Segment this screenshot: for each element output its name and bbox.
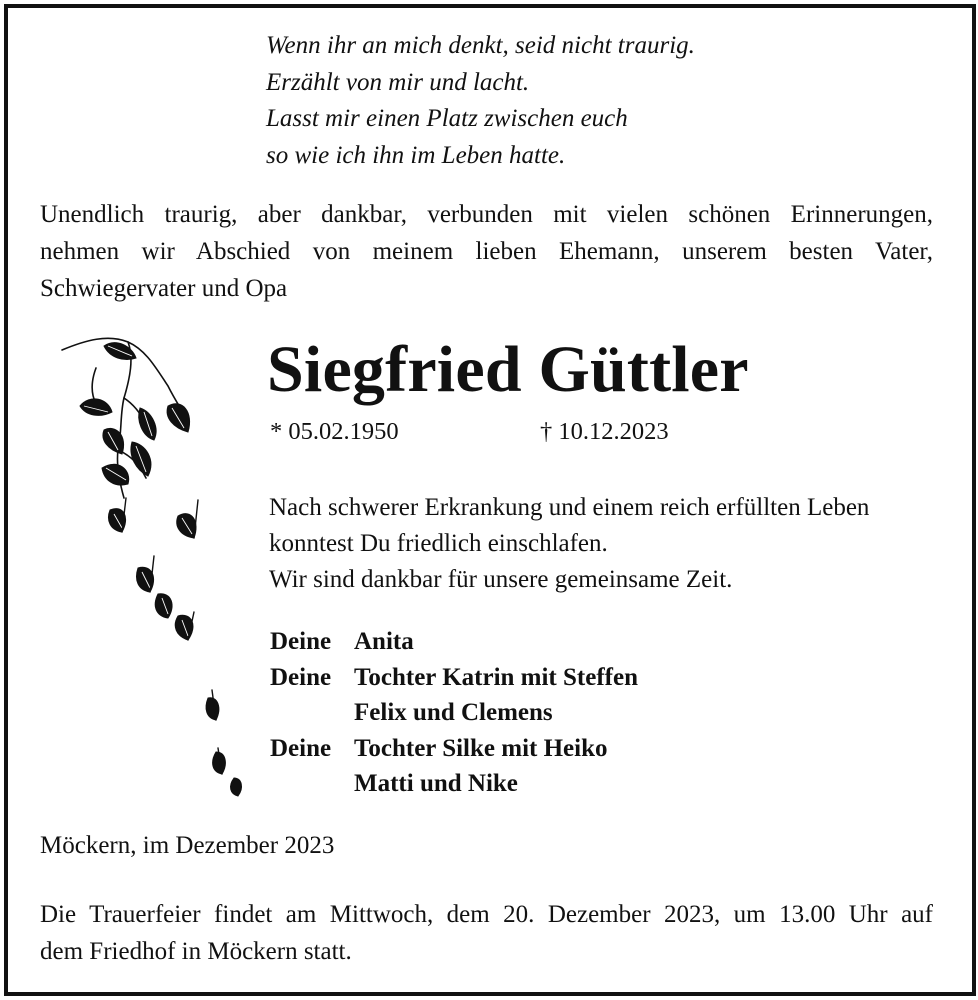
death-date: † 10.12.2023 <box>540 418 669 445</box>
family-prefix: Deine <box>270 734 332 762</box>
family-row <box>270 731 638 767</box>
ceremony-line: Die Trauerfeier findet am Mittwoch, dem 20. Dezember 2023, um 13.00 Uhr auf <box>40 901 933 928</box>
family-names: Matti und Nike <box>354 770 518 797</box>
place-date: Möckern, im Dezember 2023 <box>40 832 335 859</box>
intro-text <box>40 196 933 307</box>
family-prefix <box>270 766 354 802</box>
poem-line: Erzählt von mir und lacht. <box>266 68 530 96</box>
family-prefix <box>270 695 354 731</box>
deceased-name: Siegfried Güttler <box>267 333 749 406</box>
family-names: Tochter Silke mit Heiko <box>354 734 608 762</box>
family-prefix: Deine <box>270 628 332 655</box>
poem-line: so wie ich ihn im Leben hatte. <box>266 141 566 169</box>
intro-line: Unendlich traurig, aber dankbar, verbunden mit vielen schönen Erinnerungen, <box>40 201 933 228</box>
birth-date: * 05.02.1950 <box>270 418 399 445</box>
poem <box>266 28 695 174</box>
family-names: Anita <box>354 628 414 655</box>
message-line: konntest Du friedlich einschlafen. <box>269 530 608 557</box>
family-row <box>270 695 638 731</box>
poem-line: Wenn ihr an mich denkt, seid nicht traurig. <box>266 32 695 59</box>
family-prefix: Deine <box>270 663 332 691</box>
poem-line: Lasst mir einen Platz zwischen euch <box>266 105 628 132</box>
family-names: Tochter Katrin mit Steffen <box>354 663 638 691</box>
family-row <box>270 766 638 802</box>
intro-line: Schwiegervater und Opa <box>40 275 288 302</box>
message-line: Wir sind dankbar für unsere gemeinsame Zeit. <box>269 566 733 593</box>
ceremony-line: dem Friedhof in Möckern statt. <box>40 938 352 965</box>
family-row <box>270 624 638 660</box>
message-line: Nach schwerer Erkrankung und einem reich erfüllten Leben <box>269 494 870 521</box>
ceremony-text <box>40 896 933 970</box>
message-text <box>269 490 869 598</box>
falling-leaves-icon <box>56 328 266 808</box>
family-list <box>270 624 638 802</box>
family-row <box>270 660 638 696</box>
family-names: Felix und Clemens <box>354 699 553 726</box>
intro-line: nehmen wir Abschied von meinem lieben Ehemann, unserem besten Vater, <box>40 238 933 265</box>
